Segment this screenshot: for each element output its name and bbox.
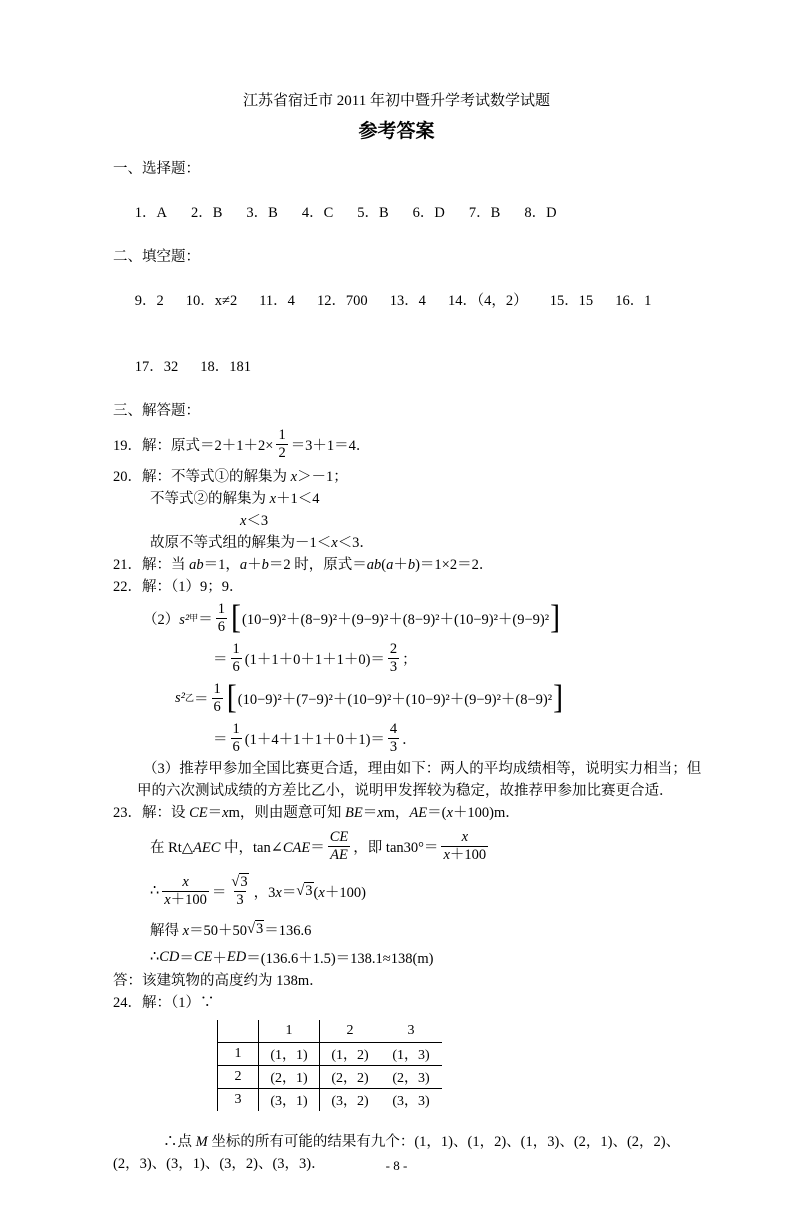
q24-outcome-table	[217, 1020, 442, 1111]
fill-answer-16: 16．1	[615, 293, 652, 309]
fill-answer-14: 14．（4，2）	[447, 293, 528, 309]
radicand: 3	[305, 882, 313, 899]
answer-key-body	[0, 158, 793, 1175]
q23-line-1: 23．解：设 CE＝xm，则由题意可知 BE＝xm，AE＝(x＋100)m．	[113, 805, 520, 821]
q22-variance-jia-result	[213, 638, 713, 678]
fraction-one-sixth	[216, 601, 227, 635]
fraction-numerator: x	[461, 828, 468, 845]
table-cell: (2，2)	[320, 1066, 381, 1089]
table-row	[218, 1066, 443, 1089]
q20-line-3: x＜3	[240, 513, 269, 529]
q23-tan30-context: ，即 tan30°＝	[353, 839, 439, 856]
table-row-header: 1	[218, 1043, 259, 1066]
fill-answers-row-1	[113, 268, 713, 334]
fraction-sqrt3-over-3	[229, 874, 250, 908]
table-row-header: 3	[218, 1089, 259, 1112]
radicand: 3	[256, 920, 264, 937]
fraction-denominator: AE	[330, 846, 348, 863]
answer-key-heading: 参考答案	[358, 121, 435, 142]
fraction-numerator: 4	[389, 720, 398, 737]
section-fill-heading: 二、填空题：	[113, 249, 200, 265]
fraction-denominator: 6	[217, 618, 226, 635]
q23-solve-equation	[150, 868, 713, 914]
q19-expression-suffix: ＝3＋1＝4．	[290, 437, 371, 454]
fraction-denominator: 6	[232, 658, 240, 675]
left-bracket: [	[231, 598, 242, 636]
fraction-denominator: 6	[213, 698, 221, 715]
q23-tangent-equation	[150, 824, 713, 868]
q23-solve-prefix: 解得 x＝50＋50	[150, 922, 248, 939]
fill-answer-15: 15．15	[549, 293, 594, 309]
fraction-x-over-x-plus-100	[441, 829, 488, 863]
fraction-four-thirds	[388, 721, 399, 755]
table-cell: (3，3)	[392, 1094, 430, 1109]
equals-sign: ＝	[198, 611, 213, 628]
therefore-symbol: ∴	[150, 882, 160, 899]
fill-answer-12: 12．700	[316, 293, 368, 309]
choice-answer-8: 8．D	[524, 205, 557, 221]
q23-answer-line: 答：该建筑物的高度约为 138m．	[113, 973, 324, 989]
q23-linear-form: ，3x＝	[253, 884, 297, 901]
right-bracket: ]	[550, 598, 561, 636]
radical-sign: √	[231, 873, 240, 890]
q22-jia-sum-values: (1＋1＋0＋1＋1＋0)＝	[244, 651, 385, 668]
table-corner-cell	[218, 1020, 259, 1043]
q22-variance-jia-equation: （2）s² 甲 ＝ $\frac{1}{6}$ [ (10−9)²＋(8−9)²＋(9−9)²＋(8−9)²＋(10−9)²＋(9−9)² ]	[143, 598, 561, 636]
fraction-denominator: 2	[278, 444, 286, 461]
q20-line-1: 20．解：不等式①的解集为 x＞－1；	[113, 469, 348, 485]
q22-variance-yi-equation: s² 乙 ＝ $\frac{1}{6}$ [ (10−9)²＋(7−9)²＋(10−9)²＋(10−9)²＋(9−9)²＋(8−9)² ]	[175, 678, 564, 716]
table-col-header-1: 1	[259, 1020, 320, 1043]
choice-answer-3: 3．B	[246, 205, 278, 221]
q22-jia-lhs: （2）s²	[143, 611, 190, 628]
choice-answer-4: 4．C	[301, 205, 334, 221]
q20-line-4: 故原不等式组的解集为－1＜x＜3．	[150, 535, 374, 551]
radical-sign: √	[296, 882, 305, 899]
sqrt-3	[247, 921, 264, 938]
fraction-denominator: 3	[389, 738, 398, 755]
q22-jia-sum-of-squares: (10−9)²＋(8−9)²＋(9−9)²＋(8−9)²＋(10−9)²＋(9−9)²	[242, 611, 550, 628]
fraction-one-half	[276, 427, 287, 461]
table-row-header: 2	[218, 1066, 259, 1089]
fraction-x-over-x-plus-100	[162, 874, 209, 908]
fill-answers-row-2	[113, 334, 713, 400]
q24-conclusion-line-2: (2，3)、(3，1)、(3，2)、(3，3)．	[113, 1156, 326, 1172]
table-row	[218, 1089, 443, 1112]
radicand: 3	[240, 873, 248, 890]
sqrt-3	[231, 873, 248, 890]
fraction-one-sixth	[212, 681, 223, 715]
q23-x-value-line	[150, 914, 713, 944]
q21-solution-line: 21．解：当 ab＝1，a＋b＝2 时，原式＝ab(a＋b)＝1×2＝2．	[113, 557, 494, 573]
fraction-denominator: x＋100	[443, 846, 487, 863]
fraction-numerator: 1	[217, 600, 226, 617]
table-col-header-3: 3	[380, 1020, 442, 1043]
fraction-numerator: 1	[213, 680, 221, 697]
choice-answer-1: 1．A	[134, 205, 167, 221]
right-bracket: ]	[553, 678, 564, 716]
equals-sign: ＝	[211, 884, 227, 901]
fraction-denominator: 3	[236, 891, 244, 908]
q22-yi-sum-of-squares: (10−9)²＋(7−9)²＋(10−9)²＋(10−9)²＋(9−9)²＋(8−9)²	[237, 691, 553, 708]
table-cell: (3，2)	[331, 1094, 369, 1109]
fraction-numerator: 2	[389, 640, 398, 657]
fraction-ce-over-ae	[328, 829, 351, 863]
fraction-denominator: 3	[389, 658, 398, 675]
radical-sign: √	[247, 920, 256, 937]
equals-sign: ＝	[213, 651, 228, 668]
q23-linear-form-tail: (x＋100)	[313, 884, 366, 901]
choice-answer-5: 5．B	[357, 205, 389, 221]
table-cell: (3，1)	[259, 1089, 320, 1112]
section-choice-heading: 一、选择题：	[113, 161, 200, 177]
left-bracket: [	[226, 678, 237, 716]
punctuation: ；	[402, 651, 417, 668]
q23-cd-line: ∴ CD ＝ CE ＋ ED ＝(136.6＋1.5)＝138.1≈138(m)	[150, 948, 434, 967]
punctuation: ．	[402, 731, 417, 748]
q24-conclusion-line-1: ∴点 M 坐标的所有可能的结果有九个：(1，1)、(1，2)、(1，3)、(2，1)、(2，2)、	[163, 1134, 681, 1150]
fraction-two-thirds	[388, 641, 399, 675]
fraction-numerator: CE	[329, 828, 349, 845]
table-cell: (2，1)	[259, 1066, 320, 1089]
q22-yi-lhs: s²	[175, 689, 185, 706]
fraction-numerator: x	[182, 873, 189, 890]
table-cell: (2，3)	[380, 1066, 442, 1089]
choice-answers-row	[113, 180, 713, 246]
table-cell: (1，3)	[380, 1043, 442, 1066]
fraction-numerator: 1	[232, 720, 240, 737]
page-number: - 8 -	[385, 1158, 408, 1173]
fill-answer-9: 9．2	[134, 293, 164, 309]
fill-answer-10: 10．x≠2	[185, 293, 238, 309]
q23-solve-suffix: ＝136.6	[264, 922, 312, 939]
equals-sign: ＝	[213, 731, 228, 748]
q19-solution-line	[113, 422, 713, 466]
q19-expression-prefix: 19．解：原式＝2＋1＋2×	[113, 437, 274, 454]
q22-line-1: 22．解：（1）9；9．	[113, 579, 244, 595]
fraction-numerator: 1	[278, 426, 286, 443]
fraction-denominator: 6	[232, 738, 240, 755]
q22-yi-sum-values: (1＋4＋1＋1＋0＋1)＝	[244, 731, 385, 748]
q22-part3-line-1: （3）推荐甲参加全国比赛更合适，理由如下：两人的平均成绩相等，说明实力相当；但	[143, 761, 702, 777]
choice-answer-2: 2．B	[190, 205, 223, 221]
q20-line-2: 不等式②的解集为 x＋1＜4	[150, 491, 320, 507]
table-header-row	[218, 1020, 443, 1043]
fill-answer-13: 13．4	[389, 293, 426, 309]
fill-answer-11: 11．4	[259, 293, 295, 309]
table-row	[218, 1043, 443, 1066]
q22-variance-yi-result	[213, 718, 713, 758]
fraction-one-sixth	[231, 641, 242, 675]
answer-key-page	[0, 90, 793, 1212]
sqrt-3	[296, 883, 313, 900]
fraction-one-sixth	[231, 721, 242, 755]
choice-answer-6: 6．D	[412, 205, 445, 221]
q23-triangle-context: 在 Rt△AEC 中，tan∠CAE＝	[150, 839, 325, 856]
table-cell: (1，1)	[259, 1043, 320, 1066]
fill-answer-17: 17．32	[134, 359, 179, 375]
equals-sign: ＝	[194, 691, 209, 708]
fraction-numerator	[229, 874, 250, 891]
q22-part3-line-2: 甲的六次测试成绩的方差比乙小，说明甲发挥较为稳定，故推荐甲参加比赛更合适．	[137, 783, 674, 799]
fill-answer-18: 18．181	[200, 359, 251, 375]
section-solve-heading: 三、解答题：	[113, 403, 200, 419]
fraction-denominator: x＋100	[164, 891, 207, 908]
choice-answer-7: 7．B	[468, 205, 501, 221]
exam-title: 江苏省宿迁市 2011 年初中暨升学考试数学试题	[243, 93, 550, 109]
table-cell: (1，2)	[320, 1043, 381, 1066]
fraction-numerator: 1	[232, 640, 240, 657]
q24-line-1: 24．解：（1）∵	[113, 995, 215, 1011]
table-col-header-2: 2	[320, 1020, 381, 1043]
